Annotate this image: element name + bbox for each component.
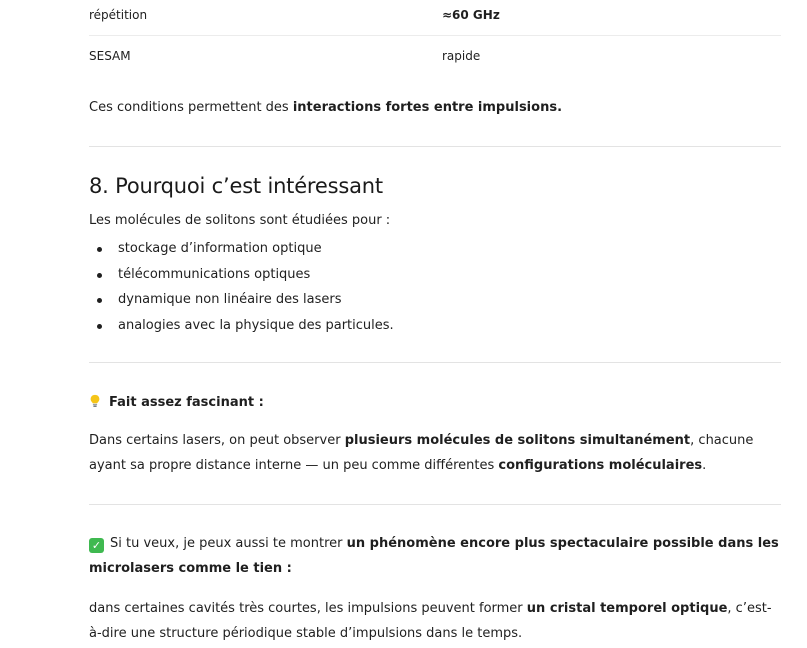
- fact-text: Dans certains lasers, on peut observer: [89, 433, 345, 448]
- table-cell-value: rapide: [442, 49, 481, 63]
- section-divider: [89, 504, 781, 505]
- bullet-dot: [97, 247, 102, 252]
- bullet-list: [89, 238, 394, 340]
- lightbulb-icon: [89, 394, 101, 408]
- conditions-paragraph: [89, 95, 781, 120]
- section-title: 8. Pourquoi c’est intéressant: [89, 174, 383, 198]
- crystal-paragraph: [89, 596, 781, 646]
- section-divider: [89, 362, 781, 363]
- bullet-dot: [97, 324, 102, 329]
- offer-text: Si tu veux, je peux aussi te montrer: [110, 536, 347, 551]
- fact-bold: plusieurs molécules de solitons simultanément: [344, 433, 691, 448]
- fact-heading: Fait assez fascinant :: [109, 395, 264, 410]
- offer-bold: un phénomène encore plus spectaculaire possible dans les microlasers comme le tien :: [89, 536, 779, 576]
- fact-text: , chacune ayant sa propre distance interne — un peu comme différentes: [89, 433, 754, 473]
- table-row-divider: [89, 35, 781, 36]
- check-mark-icon: ✓: [89, 538, 104, 553]
- fact-heading-row: [89, 390, 781, 415]
- fact-bold: configurations moléculaires: [498, 458, 703, 473]
- crystal-text: , c’est-à-dire une structure périodique stable d’impulsions dans le temps.: [89, 601, 772, 641]
- section-divider: [89, 146, 781, 147]
- fact-text: .: [702, 458, 707, 473]
- fact-paragraph: [89, 428, 781, 478]
- list-item-text: dynamique non linéaire des lasers: [118, 292, 342, 307]
- table-cell-value: ≈60 GHz: [442, 8, 500, 22]
- list-item-text: stockage d’information optique: [118, 241, 322, 256]
- crystal-text: dans certaines cavités très courtes, les impulsions peuvent former: [89, 601, 527, 616]
- offer-paragraph: [89, 531, 781, 581]
- crystal-bold: un cristal temporel optique: [526, 601, 728, 616]
- list-item: [89, 289, 394, 315]
- list-item-text: analogies avec la physique des particules.: [118, 317, 394, 333]
- list-item: [89, 238, 394, 264]
- table-cell-label: SESAM: [89, 49, 131, 63]
- section-intro: Les molécules de solitons sont étudiées pour :: [89, 213, 391, 228]
- list-item-text: télécommunications optiques: [118, 266, 311, 282]
- table-cell-label: répétition: [89, 8, 148, 22]
- bullet-dot: [97, 298, 102, 303]
- conditions-text: Ces conditions permettent des: [89, 100, 293, 115]
- bullet-dot: [97, 273, 102, 278]
- list-item: [89, 264, 394, 290]
- conditions-bold: interactions fortes entre impulsions.: [292, 100, 563, 115]
- list-item: [89, 315, 394, 341]
